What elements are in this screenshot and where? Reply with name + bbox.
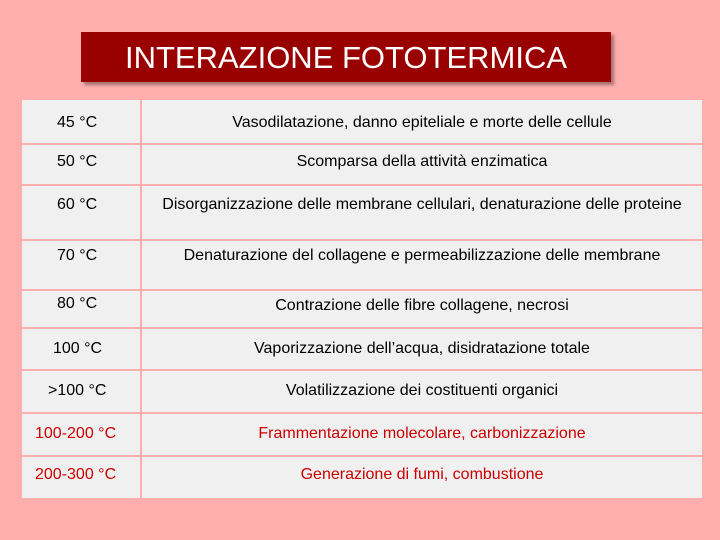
- title-banner: [81, 32, 611, 82]
- effect-cell: Vasodilatazione, danno epiteliale e morte delle cellule: [232, 114, 612, 131]
- effect-cell: Generazione di fumi, combustione: [300, 466, 544, 483]
- row-divider: [22, 289, 702, 291]
- temperature-cell: 80 °C: [57, 295, 98, 312]
- effect-cell: Disorganizzazione delle membrane cellulari, denaturazione delle proteine: [162, 196, 682, 213]
- row-divider: [22, 327, 702, 329]
- effect-cell: Volatilizzazione dei costituenti organici: [285, 382, 559, 399]
- temperature-cell: 70 °C: [57, 247, 98, 264]
- temperature-cell: 60 °C: [57, 196, 98, 213]
- column-divider: [140, 100, 142, 498]
- slide-title: INTERAZIONE FOTOTERMICA: [124, 40, 568, 75]
- effect-cell: Vaporizzazione dell’acqua, disidratazione totale: [254, 340, 590, 357]
- temperature-cell: 200-300 °C: [35, 466, 117, 483]
- temperature-cell: 100 °C: [53, 340, 103, 357]
- row-divider: [22, 412, 702, 414]
- temperature-cell: 45 °C: [57, 114, 98, 131]
- effect-cell: Scomparsa della attività enzimatica: [296, 153, 548, 170]
- effect-cell: Frammentazione molecolare, carbonizzazione: [258, 425, 586, 442]
- row-divider: [22, 369, 702, 371]
- temperature-cell: 100-200 °C: [35, 425, 117, 442]
- effect-cell: Contrazione delle fibre collagene, necrosi: [275, 297, 569, 314]
- temperature-cell: 50 °C: [57, 153, 98, 170]
- temperature-cell: >100 °C: [48, 382, 107, 399]
- effect-cell: Denaturazione del collagene e permeabilizzazione delle membrane: [183, 247, 661, 264]
- row-divider: [22, 184, 702, 186]
- row-divider: [22, 239, 702, 241]
- row-divider: [22, 455, 702, 457]
- row-divider: [22, 143, 702, 145]
